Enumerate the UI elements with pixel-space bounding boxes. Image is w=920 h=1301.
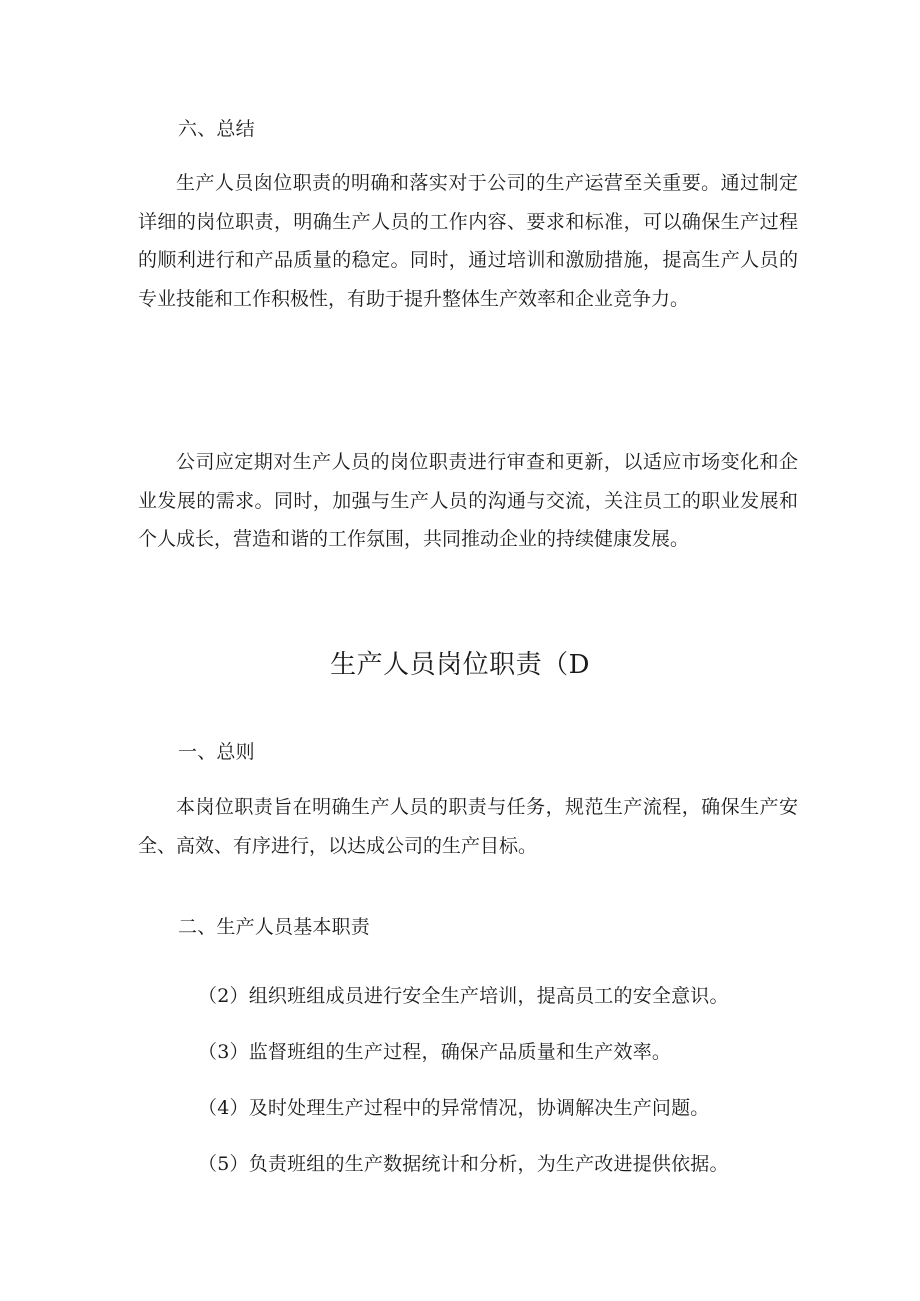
duty-item: （4）及时处理生产过程中的异常情况，协调解决生产问题。 <box>198 1097 710 1119</box>
summary-paragraph-1: 生产人员囱位职责的明确和落实对于公司的生产运营至关重要。通过制定详细的岗位职责，明确生产人员的工作内容、要求和标准，可以确保生产过程的顺利进行和产品质量的稳定。同时，通过培训和激励措施，提高生产人员的专业技能和工作积极性，有助于提升整体生产效率和企业竞争力。 <box>138 172 798 310</box>
general-paragraph: 本岗位职责旨在明确生产人员的职责与任务，规范生产流程，确保生产安全、高效、有序进行，以达成公司的生产目标。 <box>138 796 798 857</box>
duty-item: （2）组织班组成员进行安全生产培训，提高员工的安全意识。 <box>198 985 729 1007</box>
summary-paragraph-2: 公司应定期对生产人员的岗位职责进行审查和更新，以适应市场变化和企业发展的需求。同时，加强与生产人员的沟通与交流，关注员工的职业发展和个人成长，营造和谐的工作氛围，共同推动企业的持续健康发展。 <box>138 451 798 550</box>
document-title: 生产人员岗位职责（D <box>330 650 590 680</box>
section-heading-summary: 六、总结 <box>178 118 255 140</box>
duty-item: （3）监督班组的生产过程，确保产品质量和生产效率。 <box>198 1041 672 1063</box>
section-heading-duties: 二、生产人员基本职责 <box>178 916 371 938</box>
section-heading-general: 一、总则 <box>178 741 255 763</box>
duty-item: （5）负责班组的生产数据统计和分析，为生产改进提供依据。 <box>198 1153 729 1175</box>
